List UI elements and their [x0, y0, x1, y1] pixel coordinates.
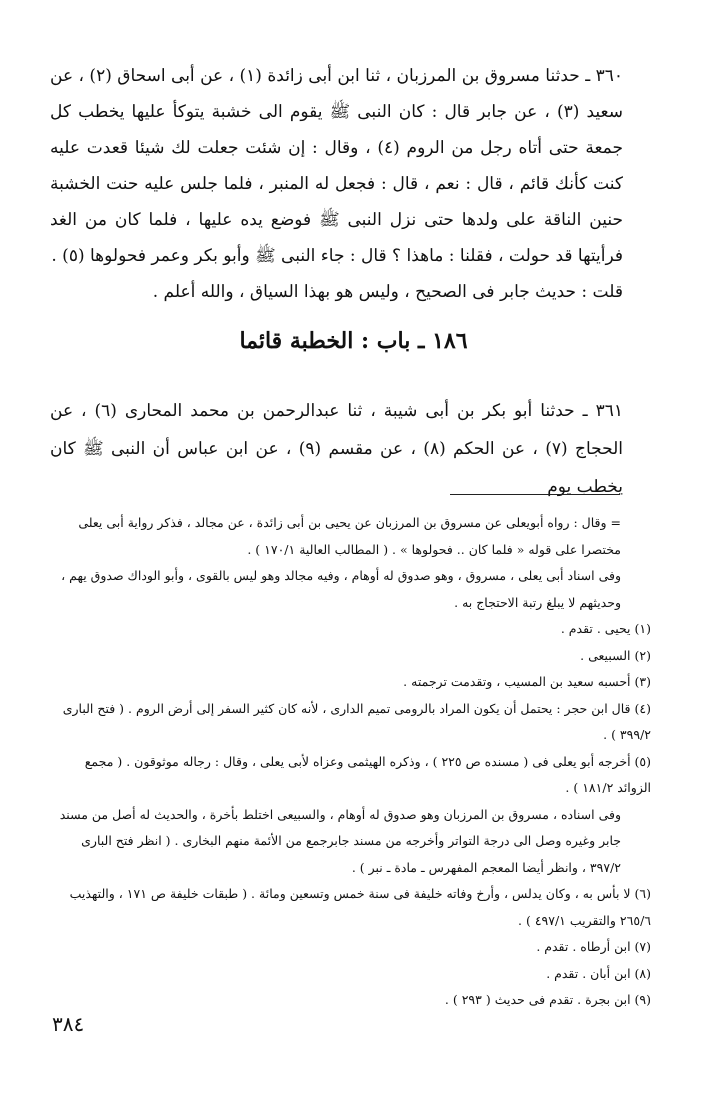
footnote-continuation: = وقال : رواه أبويعلى عن مسروق بن المرزبان عن يحيى بن أبى زائدة ، عن مجالد ، فذكر رواية أبى يعلى مختصرا على قوله « فلما كان .. فحولوها » . ( المطالب العالية ١٧٠/١ ) .	[78, 515, 621, 557]
footnote-1: (١) يحيى . تقدم .	[560, 621, 651, 636]
footnote-6: (٦) لا بأس به ، وكان يدلس ، وأرخ وفاته خليفة فى سنة خمس وتسعين ومائة . ( طبقات خليفة ص ١٧١ ، والتهذيب ٢٦٥/٦ والتقريب ٤٩٧/١ ) .	[69, 886, 651, 928]
hadith-360: ٣٦٠ ـ حدثنا مسروق بن المرزبان ، ثنا ابن أبى زائدة (١) ، عن أبى اسحاق (٢) ، عن سعيد (٣) ، عن جابر قال : كان النبى ﷺ يقوم الى خشبة يتوكأ عليها يخطب كل جمعة حتى أتاه رجل من الروم (٤) ، وقال : إن شئت جعلت لك شيئا قعدت عليه كنت كأنك قائم ، قال : نعم ، قال : فجعل له المنبر ، فلما جلس عليه حنت الخشبة حنين الناقة على ولدها حتى نزل النبى ﷺ فوضع يده عليها ، فلما كان من الغد فرأيتها قد حولت ، فقلنا : ماهذا ؟ قال : جاء النبى ﷺ وأبو بكر وعمر فحولوها (٥) .	[50, 66, 624, 266]
footnote-8: (٨) ابن أبان . تقدم .	[546, 965, 651, 981]
footnote-4: (٤) قال ابن حجر : يحتمل أن يكون المراد بالرومى تميم الدارى ، لأنه كان كثير السفر إلى أرض الروم . ( فتح البارى ٣٩٩/٢ ) .	[62, 700, 651, 742]
footnote-divider	[450, 494, 620, 495]
main-text	[50, 58, 651, 310]
footnotes	[50, 510, 651, 1014]
footnote-2: (٢) السبيعى .	[580, 647, 651, 663]
footnote-continuation: وفى اسناد أبى يعلى ، مسروق ، وهو صدوق له أوهام ، وفيه مجالد وهو ليس بالقوى ، وأبو الوداك صدوق يهم ، وحديثهم لا يبلغ رتبة الاحتجاج به .	[61, 568, 621, 610]
footnote-5-continuation: وفى اسناده ، مسروق بن المرزبان وهو صدوق له أوهام ، والسبيعى اختلط بأخرة ، والحديث له أصل من مسند جابر وغيره وصل الى درجة التواتر وأخرجه من مسند جابرجمع من الأئمة منهم البخارى . ( انظر فتح البارى ٣٩٧/٢ ، وانظر أيضا المعجم المفهرس ـ مادة ـ نبر ) .	[59, 806, 621, 875]
footnote-9: (٩) ابن بجرة . تقدم فى حديث ( ٢٩٣ ) .	[444, 992, 651, 1007]
chapter-heading: ١٨٦ ـ باب : الخطبة قائما	[239, 328, 468, 354]
footnote-5: (٥) أخرجه أبو يعلى فى ( مسنده ص ٢٢٥ ) ، وذكره الهيثمى وعزاه لأبى يعلى ، وقال : رجاله موثوقون . ( مجمع الزوائد ١٨١/٢ ) .	[84, 753, 651, 795]
main-text-2	[50, 392, 651, 506]
page-number: ٣٨٤	[52, 1012, 85, 1036]
footnote-3: (٣) أحسبه سعيد بن المسيب ، وتقدمت ترجمته .	[403, 674, 651, 689]
author-comment: قلت : حديث جابر فى الصحيح ، وليس هو بهذا السياق ، والله أعلم .	[152, 282, 623, 302]
hadith-361: ٣٦١ ـ حدثنا أبو بكر بن أبى شيبة ، ثنا عبدالرحمن بن محمد المحارى (٦) ، عن الحجاج (٧) ، عن الحكم (٨) ، عن مقسم (٩) ، عن ابن عباس أن النبى ﷺ كان يخطب يوم	[50, 401, 623, 497]
footnote-7: (٧) ابن أرطاه . تقدم .	[536, 939, 651, 954]
